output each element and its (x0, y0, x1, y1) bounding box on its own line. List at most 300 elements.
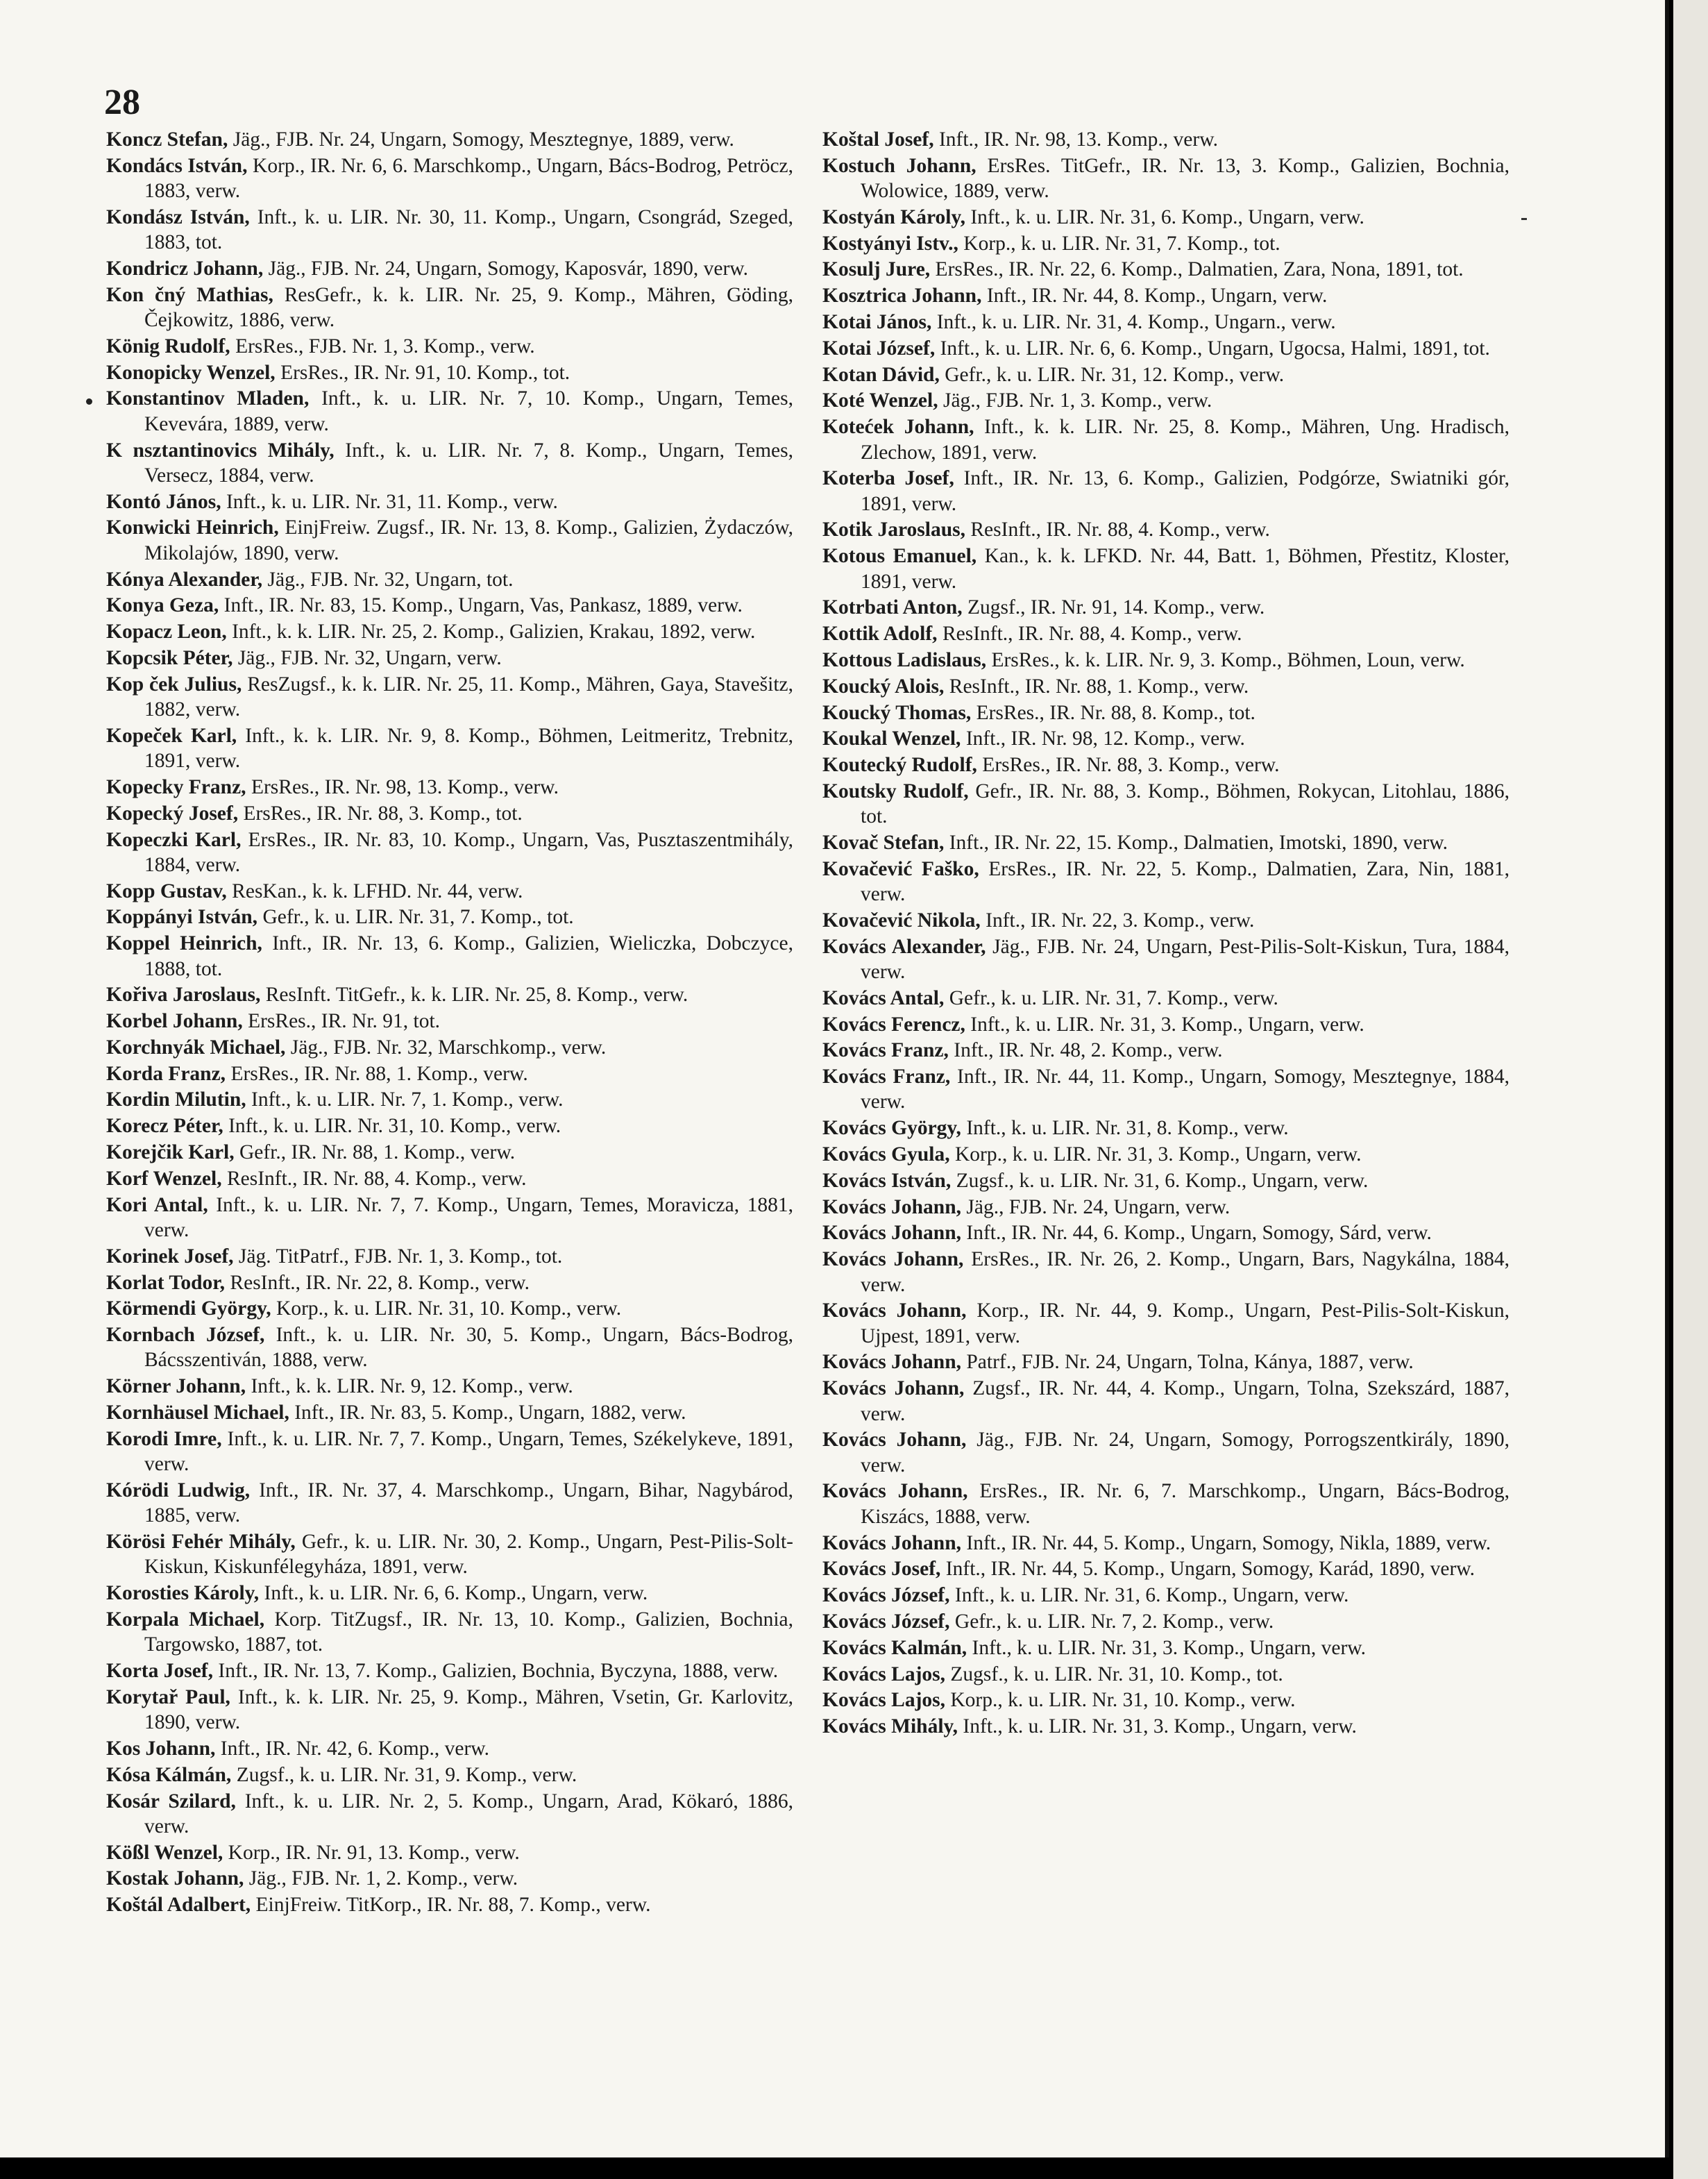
list-entry (822, 700, 1510, 725)
entry-details: Inft., k. k. LIR. Nr. 9, 12. Komp., verw. (246, 1375, 573, 1398)
entry-name: Kopacz Leon, (106, 621, 227, 643)
list-entry (106, 489, 793, 514)
list-entry (106, 646, 793, 671)
entry-name: Kovačević Nikola, (822, 909, 981, 932)
entry-name: Kovács Johann, (822, 1351, 961, 1374)
entry-details: ErsRes., IR. Nr. 6, 7. Marschkomp., Ungarn, Bács-Bodrog, Kiszács, 1888, verw. (861, 1480, 1510, 1528)
entry-name: Kotik Jaroslaus, (822, 519, 965, 541)
entry-name: Kovács István, (822, 1169, 952, 1192)
list-entry (106, 1244, 793, 1269)
entry-details: ErsRes., IR. Nr. 88, 3. Komp., tot. (238, 802, 523, 825)
list-entry (106, 1400, 793, 1425)
list-entry (106, 1009, 793, 1034)
entry-name: Kovács György, (822, 1117, 961, 1140)
entry-name: Kondász István, (106, 205, 250, 228)
entry-details: Inft., IR. Nr. 98, 13. Komp., verw. (933, 128, 1218, 151)
entry-details: Inft., IR. Nr. 44, 5. Komp., Ungarn, Somogy, Nikla, 1889, verw. (961, 1531, 1491, 1554)
list-entry (822, 1531, 1510, 1556)
entry-details: Jäg., FJB. Nr. 24, Ungarn, Somogy, Kaposvár, 1890, verw. (263, 257, 749, 280)
entry-name: Korda Franz, (106, 1062, 226, 1085)
entry-name: Kovács Johann, (822, 1222, 961, 1245)
list-entry (822, 414, 1510, 465)
list-entry (106, 1685, 793, 1735)
entry-details: Korp., k. u. LIR. Nr. 31, 10. Komp., verw. (271, 1297, 622, 1320)
entry-name: Korejčik Karl, (106, 1141, 235, 1164)
entry-name: Koucký Alois, (822, 675, 945, 698)
entry-name: Korodi Imre, (106, 1427, 222, 1450)
list-entry (822, 1688, 1510, 1713)
entry-name: Kovács Johann, (822, 1480, 968, 1503)
list-entry (822, 1195, 1510, 1220)
entry-details: Gefr., IR. Nr. 88, 3. Komp., Böhmen, Rokycan, Litohlau, 1886, tot. (861, 780, 1510, 828)
list-entry (106, 723, 793, 774)
list-entry (106, 1140, 793, 1165)
list-entry (822, 1714, 1510, 1739)
list-entry (106, 982, 793, 1007)
list-entry (106, 1866, 793, 1891)
entry-name: Koutsky Rudolf, (822, 780, 969, 802)
entry-details: ResInft., IR. Nr. 88, 1. Komp., verw. (944, 675, 1249, 698)
list-entry (822, 648, 1510, 673)
entry-name: Kosztrica Johann, (822, 285, 982, 308)
entry-details: Inft., k. k. LIR. Nr. 25, 9. Komp., Mähren, Vsetin, Gr. Karlovitz, 1890, verw. (144, 1685, 793, 1734)
entry-name: Kostuch Johann, (822, 154, 976, 177)
entry-name: Kostyányi Istv., (822, 232, 958, 255)
entry-details: Inft., IR. Nr. 22, 15. Komp., Dalmatien, Imotski, 1890, verw. (944, 832, 1448, 855)
entry-details: Inft., IR. Nr. 13, 6. Komp., Galizien, Podgórze, Swiatniki gór, 1891, verw. (861, 467, 1510, 515)
list-entry (106, 1193, 793, 1243)
entry-name: Konya Geza, (106, 594, 219, 617)
entry-details: Inft., k. u. LIR. Nr. 30, 11. Komp., Ungarn, Csongrád, Szeged, 1883, tot. (144, 205, 793, 254)
entry-details: Zugsf., IR. Nr. 44, 4. Komp., Ungarn, Tolna, Szekszárd, 1887, verw. (861, 1377, 1510, 1425)
entry-name: Kovács Franz, (822, 1039, 949, 1062)
entry-details: Korp., IR. Nr. 44, 9. Komp., Ungarn, Pest-Pilis-Solt-Kiskun, Ujpest, 1891, verw. (861, 1299, 1510, 1347)
list-entry (822, 257, 1510, 282)
list-entry (822, 1247, 1510, 1297)
entry-name: Koncz Stefan, (106, 128, 228, 151)
entry-details: ResGefr., k. k. LIR. Nr. 25, 9. Komp., Mähren, Göding, Čejkowitz, 1886, verw. (144, 283, 793, 332)
entry-name: Kotous Emanuel, (822, 545, 977, 568)
entry-name: Kopecký Josef, (106, 802, 239, 825)
entry-details: ErsRes., IR. Nr. 22, 6. Komp., Dalmatien, Zara, Nona, 1891, tot. (930, 258, 1464, 281)
entry-name: Koterba Josef, (822, 467, 954, 490)
entry-name: Kořiva Jaroslaus, (106, 984, 261, 1007)
entry-details: ErsRes., IR. Nr. 88, 3. Komp., verw. (976, 754, 1280, 777)
entry-name: Kos Johann, (106, 1737, 216, 1760)
list-entry (106, 1113, 793, 1138)
entry-name: Kopp Gustav, (106, 880, 227, 902)
entry-name: Kovács Antal, (822, 986, 945, 1009)
margin-dash-mark (1521, 218, 1527, 220)
list-entry (106, 567, 793, 592)
entry-details: Korp., k. u. LIR. Nr. 31, 3. Komp., Ungarn, verw. (949, 1143, 1362, 1166)
list-entry (822, 310, 1510, 335)
entry-details: Korp., IR. Nr. 91, 13. Komp., verw. (223, 1841, 520, 1864)
list-entry (106, 1478, 793, 1529)
entry-name: Kovács Johann, (822, 1248, 964, 1271)
entry-name: Kondricz Johann, (106, 257, 264, 280)
entry-details: ResInft., IR. Nr. 88, 4. Komp., verw. (937, 623, 1242, 646)
list-entry (106, 1166, 793, 1191)
entry-details: ErsRes., IR. Nr. 91, tot. (242, 1010, 441, 1033)
list-entry (822, 986, 1510, 1011)
entry-name: Koppányi István, (106, 906, 258, 929)
entry-name: Kovács Kalmán, (822, 1636, 967, 1659)
list-entry (822, 466, 1510, 516)
list-entry (822, 1220, 1510, 1245)
list-entry (822, 388, 1510, 413)
entry-name: Körner Johann, (106, 1375, 246, 1398)
entry-name: Kopecky Franz, (106, 775, 246, 798)
list-entry (106, 1087, 793, 1112)
entry-name: Koštál Adalbert, (106, 1894, 251, 1917)
entry-details: EinjFreiw. Zugsf., IR. Nr. 13, 8. Komp., Galizien, Żydaczów, Mikolajów, 1890, verw. (144, 516, 793, 564)
entry-details: Jäg., FJB. Nr. 32, Marschkomp., verw. (285, 1036, 607, 1059)
entry-name: Koté Wenzel, (822, 389, 938, 412)
entry-details: Inft., k. u. LIR. Nr. 31, 6. Komp., Ungarn, verw. (965, 205, 1364, 228)
entry-details: Inft., k. u. LIR. Nr. 31, 3. Komp., Ungarn, verw. (967, 1636, 1367, 1659)
list-entry (106, 515, 793, 566)
entry-details: Gefr., k. u. LIR. Nr. 30, 2. Komp., Ungarn, Pest-Pilis-Solt-Kiskun, Kiskunfélegyháza, 1891, verw. (144, 1531, 793, 1579)
entry-name: Kornhäusel Michael, (106, 1402, 289, 1424)
list-entry (106, 256, 793, 281)
list-entry (106, 1035, 793, 1060)
list-entry (822, 1583, 1510, 1608)
entry-name: K nsztantinovics Mihály, (106, 439, 335, 462)
right-column (822, 127, 1510, 1740)
list-entry (822, 362, 1510, 387)
entry-name: Korta Josef, (106, 1660, 214, 1683)
entry-details: Jäg., FJB. Nr. 32, Ungarn, verw. (232, 646, 502, 669)
list-entry (822, 283, 1510, 308)
entry-name: Kovács Mihály, (822, 1715, 958, 1738)
entry-details: Inft., IR. Nr. 83, 5. Komp., Ungarn, 1882, verw. (289, 1402, 686, 1424)
entry-details: Inft., k. u. LIR. Nr. 31, 4. Komp., Ungarn., verw. (931, 311, 1336, 334)
entry-details: Gefr., k. u. LIR. Nr. 7, 2. Komp., verw. (949, 1610, 1274, 1633)
entry-name: Kovács Johann, (822, 1195, 961, 1218)
page-edge (1673, 0, 1708, 2179)
list-entry (106, 827, 793, 878)
list-entry (822, 1012, 1510, 1037)
entry-details: ErsRes., IR. Nr. 88, 1. Komp., verw. (226, 1062, 528, 1085)
list-entry (822, 1556, 1510, 1581)
entry-name: Kottous Ladislaus, (822, 648, 987, 671)
list-entry (822, 153, 1510, 204)
entry-details: Inft., k. u. LIR. Nr. 30, 5. Komp., Ungarn, Bács-Bodrog, Bácsszentiván, 1888, verw. (144, 1324, 793, 1372)
entry-name: Kovács Alexander, (822, 935, 986, 958)
entry-name: Korinek Josef, (106, 1245, 234, 1268)
list-entry (106, 283, 793, 333)
entry-name: Kovács Ferencz, (822, 1013, 965, 1036)
entry-details: Inft., IR. Nr. 48, 2. Komp., verw. (948, 1039, 1223, 1062)
entry-name: Kostyán Károly, (822, 205, 965, 228)
entry-details: ResKan., k. k. LFHD. Nr. 44, verw. (226, 880, 523, 902)
entry-name: Kovács Johann, (822, 1377, 965, 1400)
entry-name: Korecz Péter, (106, 1115, 223, 1138)
list-entry (822, 1662, 1510, 1687)
list-entry (822, 517, 1510, 542)
entry-details: Inft., k. k. LIR. Nr. 25, 8. Komp., Mähren, Ung. Hradisch, Zlechow, 1891, verw. (861, 416, 1510, 464)
entry-name: Kotai József, (822, 337, 936, 360)
entry-details: Gefr., k. u. LIR. Nr. 31, 12. Komp., verw. (939, 363, 1285, 386)
entry-details: Korp. TitZugsf., IR. Nr. 13, 10. Komp., Galizien, Bochnia, Targowsko, 1887, tot. (144, 1608, 793, 1656)
entry-name: Koppel Heinrich, (106, 932, 262, 955)
entry-name: Korpala Michael, (106, 1608, 265, 1631)
entry-details: ResInft., IR. Nr. 22, 8. Komp., verw. (225, 1271, 530, 1294)
entry-details: Inft., k. k. LIR. Nr. 25, 2. Komp., Galizien, Krakau, 1892, verw. (226, 621, 756, 643)
entry-name: Kontó János, (106, 490, 221, 513)
entry-name: Koukal Wenzel, (822, 727, 961, 750)
list-entry (106, 1270, 793, 1295)
list-entry (822, 726, 1510, 751)
entry-details: Inft., IR. Nr. 83, 15. Komp., Ungarn, Vas, Pankasz, 1889, verw. (219, 594, 743, 617)
entry-details: Inft., IR. Nr. 44, 11. Komp., Ungarn, Somogy, Mesztegnye, 1884, verw. (861, 1066, 1510, 1113)
entry-details: Zugsf., k. u. LIR. Nr. 31, 9. Komp., verw. (231, 1763, 577, 1786)
entry-details: Inft., k. u. LIR. Nr. 31, 3. Komp., Ungarn, verw. (965, 1013, 1364, 1036)
entry-details: Jäg., FJB. Nr. 1, 2. Komp., verw. (244, 1867, 518, 1890)
list-entry (106, 1061, 793, 1086)
list-entry (106, 1892, 793, 1917)
list-entry (106, 931, 793, 982)
entry-name: Kovács Lajos, (822, 1689, 945, 1712)
entry-details: Jäg., FJB. Nr. 1, 3. Komp., verw. (938, 389, 1212, 412)
entry-name: Kovács Johann, (822, 1429, 967, 1452)
entry-details: ResInft., IR. Nr. 88, 4. Komp., verw. (965, 519, 1270, 541)
entry-details: Inft., IR. Nr. 37, 4. Marschkomp., Ungarn, Bihar, Nagybárod, 1885, verw. (144, 1479, 794, 1527)
entry-details: Inft., k. u. LIR. Nr. 7, 7. Komp., Ungarn, Temes, Moravicza, 1881, verw. (144, 1193, 793, 1241)
entry-details: Inft., k. u. LIR. Nr. 31, 6. Komp., Ungarn, verw. (949, 1584, 1349, 1607)
entry-details: Inft., k. u. LIR. Nr. 2, 5. Komp., Ungarn, Arad, Kökaró, 1886, verw. (144, 1790, 793, 1837)
entry-name: Kostak Johann, (106, 1867, 244, 1890)
entry-name: Körmendi György, (106, 1297, 271, 1320)
entry-details: Inft., k. u. LIR. Nr. 7, 7. Komp., Ungarn, Temes, Székelykeve, 1891, verw. (144, 1427, 793, 1476)
entry-name: Kovačević Faško, (822, 857, 979, 880)
entry-name: Kori Antal, (106, 1193, 208, 1216)
list-entry (822, 1609, 1510, 1634)
list-entry (106, 1427, 793, 1477)
entry-details: Inft., k. u. LIR. Nr. 31, 10. Komp., verw. (223, 1115, 561, 1138)
entry-name: Korosties Károly, (106, 1582, 260, 1605)
entry-name: Konstantinov Mladen, (106, 387, 310, 410)
entry-name: Korchnyák Michael, (106, 1036, 286, 1059)
left-column (106, 127, 793, 1919)
list-entry (822, 1142, 1510, 1167)
entry-name: Koštal Josef, (822, 128, 934, 151)
entry-details: Inft., IR. Nr. 44, 5. Komp., Ungarn, Somogy, Karád, 1890, verw. (940, 1558, 1476, 1581)
entry-details: Zugsf., IR. Nr. 91, 14. Komp., verw. (962, 596, 1265, 619)
list-entry (106, 1296, 793, 1321)
list-entry (822, 544, 1510, 594)
list-entry (822, 231, 1510, 256)
entry-details: EinjFreiw. TitKorp., IR. Nr. 88, 7. Komp., verw. (251, 1894, 651, 1917)
entry-details: Jäg., FJB. Nr. 32, Ungarn, tot. (262, 568, 514, 591)
list-entry (822, 621, 1510, 646)
entry-name: Kop ček Julius, (106, 673, 242, 696)
list-entry (106, 438, 793, 489)
entry-name: Koucký Thomas, (822, 701, 972, 724)
entry-name: Konwicki Heinrich, (106, 516, 279, 539)
list-entry (106, 205, 793, 255)
entry-name: Kovács József, (822, 1584, 950, 1607)
list-entry (822, 127, 1510, 152)
list-entry (822, 1376, 1510, 1427)
entry-details: ErsRes., IR. Nr. 83, 10. Komp., Ungarn, Vas, Pusztaszentmihály, 1884, verw. (144, 828, 793, 876)
list-entry (106, 1840, 793, 1865)
list-entry (822, 779, 1510, 830)
list-entry (822, 205, 1510, 230)
list-entry (106, 672, 793, 723)
entry-details: ErsRes., FJB. Nr. 1, 3. Komp., verw. (230, 335, 535, 357)
entry-details: ErsRes., IR. Nr. 88, 8. Komp., tot. (971, 701, 1255, 724)
entry-details: Inft., IR. Nr. 44, 8. Komp., Ungarn, verw. (981, 285, 1328, 308)
entry-name: Kotrbati Anton, (822, 596, 963, 619)
entry-details: Gefr., k. u. LIR. Nr. 31, 7. Komp., verw. (944, 986, 1278, 1009)
list-entry (822, 1064, 1510, 1115)
entry-name: Konopicky Wenzel, (106, 361, 276, 384)
list-entry (106, 1374, 793, 1399)
entry-name: Kosár Szilard, (106, 1790, 236, 1812)
entry-details: ErsRes. TitGefr., IR. Nr. 13, 3. Komp., Galizien, Bochnia, Wolowice, 1889, verw. (861, 154, 1510, 203)
list-entry (822, 1479, 1510, 1529)
entry-details: Inft., IR. Nr. 44, 6. Komp., Ungarn, Somogy, Sárd, verw. (961, 1222, 1432, 1245)
entry-details: Inft., k. u. LIR. Nr. 7, 1. Komp., verw. (246, 1088, 564, 1111)
entry-name: Kovács Josef, (822, 1558, 941, 1581)
entry-name: Kottik Adolf, (822, 623, 938, 646)
entry-details: Jäg., FJB. Nr. 24, Ungarn, verw. (961, 1195, 1231, 1218)
list-entry (106, 1762, 793, 1787)
list-entry (106, 386, 793, 437)
list-entry (822, 830, 1510, 855)
entry-details: Inft., k. u. LIR. Nr. 7, 10. Komp., Ungarn, Temes, Kevevára, 1889, verw. (144, 387, 794, 435)
entry-details: ErsRes., IR. Nr. 22, 5. Komp., Dalmatien, Zara, Nin, 1881, verw. (861, 857, 1510, 906)
entry-details: Inft., k. u. LIR. Nr. 7, 8. Komp., Ungarn, Temes, Versecz, 1884, verw. (144, 439, 793, 487)
entry-name: Koutecký Rudolf, (822, 754, 977, 777)
list-entry (106, 593, 793, 618)
entry-details: ErsRes., IR. Nr. 91, 10. Komp., tot. (275, 361, 570, 384)
list-entry (822, 1298, 1510, 1349)
list-entry (106, 1736, 793, 1761)
entry-name: Korbel Johann, (106, 1010, 243, 1033)
entry-name: Kotećek Johann, (822, 416, 974, 439)
entry-name: Kopeček Karl, (106, 724, 237, 747)
list-entry (106, 1581, 793, 1606)
entry-details: Korp., IR. Nr. 6, 6. Marschkomp., Ungarn, Bács-Bodrog, Petröcz, 1883, verw. (144, 154, 794, 203)
entry-name: Kovács József, (822, 1610, 950, 1633)
entry-details: Zugsf., k. u. LIR. Nr. 31, 10. Komp., tot. (945, 1663, 1283, 1685)
list-entry (822, 674, 1510, 699)
entry-details: Inft., k. u. LIR. Nr. 6, 6. Komp., Ungarn, verw. (259, 1582, 648, 1605)
list-entry (106, 334, 793, 359)
list-entry (822, 1635, 1510, 1660)
entry-details: ErsRes., k. k. LIR. Nr. 9, 3. Komp., Böhmen, Loun, verw. (986, 648, 1465, 671)
entry-name: Kopcsik Péter, (106, 646, 233, 669)
entry-name: Kovács Gyula, (822, 1143, 950, 1166)
entry-details: Zugsf., k. u. LIR. Nr. 31, 6. Komp., Ungarn, verw. (951, 1169, 1369, 1192)
entry-details: Inft., IR. Nr. 22, 3. Komp., verw. (980, 909, 1255, 932)
entry-details: Jäg., FJB. Nr. 24, Ungarn, Somogy, Mesztegnye, 1889, verw. (228, 128, 734, 151)
entry-details: Inft., k. u. LIR. Nr. 31, 11. Komp., verw. (221, 490, 558, 513)
entry-details: Jäg., FJB. Nr. 24, Ungarn, Somogy, Porrogszentkirály, 1890, verw. (861, 1429, 1510, 1476)
entry-details: Gefr., k. u. LIR. Nr. 31, 7. Komp., tot. (257, 906, 574, 929)
list-entry (822, 934, 1510, 985)
list-entry (106, 905, 793, 929)
entry-details: Inft., IR. Nr. 13, 6. Komp., Galizien, Wieliczka, Dobczyce, 1888, tot. (144, 932, 793, 980)
entry-details: ErsRes., IR. Nr. 26, 2. Komp., Ungarn, Bars, Nagykálna, 1884, verw. (861, 1248, 1510, 1296)
entry-name: Kovács Johann, (822, 1299, 967, 1322)
entry-name: Kondács István, (106, 154, 248, 177)
entry-details: Inft., k. u. LIR. Nr. 6, 6. Komp., Ungarn, Ugocsa, Halmi, 1891, tot. (935, 337, 1490, 360)
list-entry (822, 336, 1510, 361)
entry-name: Kornbach József, (106, 1324, 265, 1347)
entry-details: Inft., IR. Nr. 98, 12. Komp., verw. (961, 727, 1245, 750)
list-entry (106, 153, 793, 204)
list-entry (822, 1116, 1510, 1141)
list-entry (106, 619, 793, 644)
list-entry (106, 801, 793, 826)
list-entry (822, 752, 1510, 777)
list-entry (106, 360, 793, 385)
list-entry (106, 1658, 793, 1683)
entry-name: Kosulj Jure, (822, 258, 931, 281)
list-entry (822, 908, 1510, 933)
entry-name: Kónya Alexander, (106, 568, 263, 591)
entry-details: Jäg., FJB. Nr. 24, Ungarn, Pest-Pilis-Solt-Kiskun, Tura, 1884, verw. (861, 935, 1510, 983)
list-entry (106, 775, 793, 800)
entry-details: ResZugsf., k. k. LIR. Nr. 25, 11. Komp., Mähren, Gaya, Stavešitz, 1882, verw. (144, 673, 793, 721)
list-entry (822, 1427, 1510, 1478)
entry-details: Inft., IR. Nr. 42, 6. Komp., verw. (215, 1737, 490, 1760)
entry-name: Kotan Dávid, (822, 363, 940, 386)
entry-name: Kovács Lajos, (822, 1663, 945, 1685)
list-entry (822, 1168, 1510, 1193)
entry-name: Kósa Kálmán, (106, 1763, 232, 1786)
entry-details: Inft., k. k. LIR. Nr. 9, 8. Komp., Böhmen, Leitmeritz, Trebnitz, 1891, verw. (144, 724, 793, 773)
entry-name: Kößl Wenzel, (106, 1841, 223, 1864)
entry-details: Patrf., FJB. Nr. 24, Ungarn, Tolna, Kánya, 1887, verw. (961, 1351, 1414, 1374)
entry-details: Korp., k. u. LIR. Nr. 31, 10. Komp., verw. (945, 1689, 1296, 1712)
margin-dot-mark (86, 398, 92, 405)
entry-name: Kovács Johann, (822, 1531, 961, 1554)
entry-name: Kovač Stefan, (822, 832, 945, 855)
entry-details: Gefr., IR. Nr. 88, 1. Komp., verw. (234, 1141, 516, 1164)
entry-name: Korytař Paul, (106, 1685, 230, 1708)
entry-details: Korp., k. u. LIR. Nr. 31, 7. Komp., tot. (958, 232, 1280, 255)
list-entry (106, 1529, 793, 1580)
entry-details: Inft., IR. Nr. 13, 7. Komp., Galizien, Bochnia, Byczyna, 1888, verw. (213, 1660, 779, 1683)
entry-details: ResInft., IR. Nr. 88, 4. Komp., verw. (221, 1167, 527, 1190)
list-entry (106, 1789, 793, 1840)
entry-name: Körösi Fehér Mihály, (106, 1531, 296, 1554)
list-entry (822, 595, 1510, 620)
entry-name: Korf Wenzel, (106, 1167, 222, 1190)
list-entry (822, 857, 1510, 907)
list-entry (106, 1322, 793, 1373)
entry-name: König Rudolf, (106, 335, 230, 357)
list-entry (106, 879, 793, 904)
entry-name: Kotai János, (822, 311, 932, 334)
entry-details: Jäg. TitPatrf., FJB. Nr. 1, 3. Komp., tot. (233, 1245, 563, 1268)
entry-details: Inft., k. u. LIR. Nr. 31, 8. Komp., verw. (961, 1117, 1289, 1140)
entry-details: ResInft. TitGefr., k. k. LIR. Nr. 25, 8. Komp., verw. (260, 984, 688, 1007)
list-entry (822, 1349, 1510, 1374)
page-number: 28 (104, 83, 140, 122)
list-entry (106, 1607, 793, 1658)
entry-details: Inft., k. u. LIR. Nr. 31, 3. Komp., Ungarn, verw. (958, 1715, 1357, 1738)
entry-details: Kan., k. k. LFKD. Nr. 44, Batt. 1, Böhmen, Přestitz, Kloster, 1891, verw. (861, 545, 1510, 593)
entry-details: ErsRes., IR. Nr. 98, 13. Komp., verw. (246, 775, 559, 798)
entry-name: Kórödi Ludwig, (106, 1479, 251, 1501)
entry-name: Korlat Todor, (106, 1271, 226, 1294)
